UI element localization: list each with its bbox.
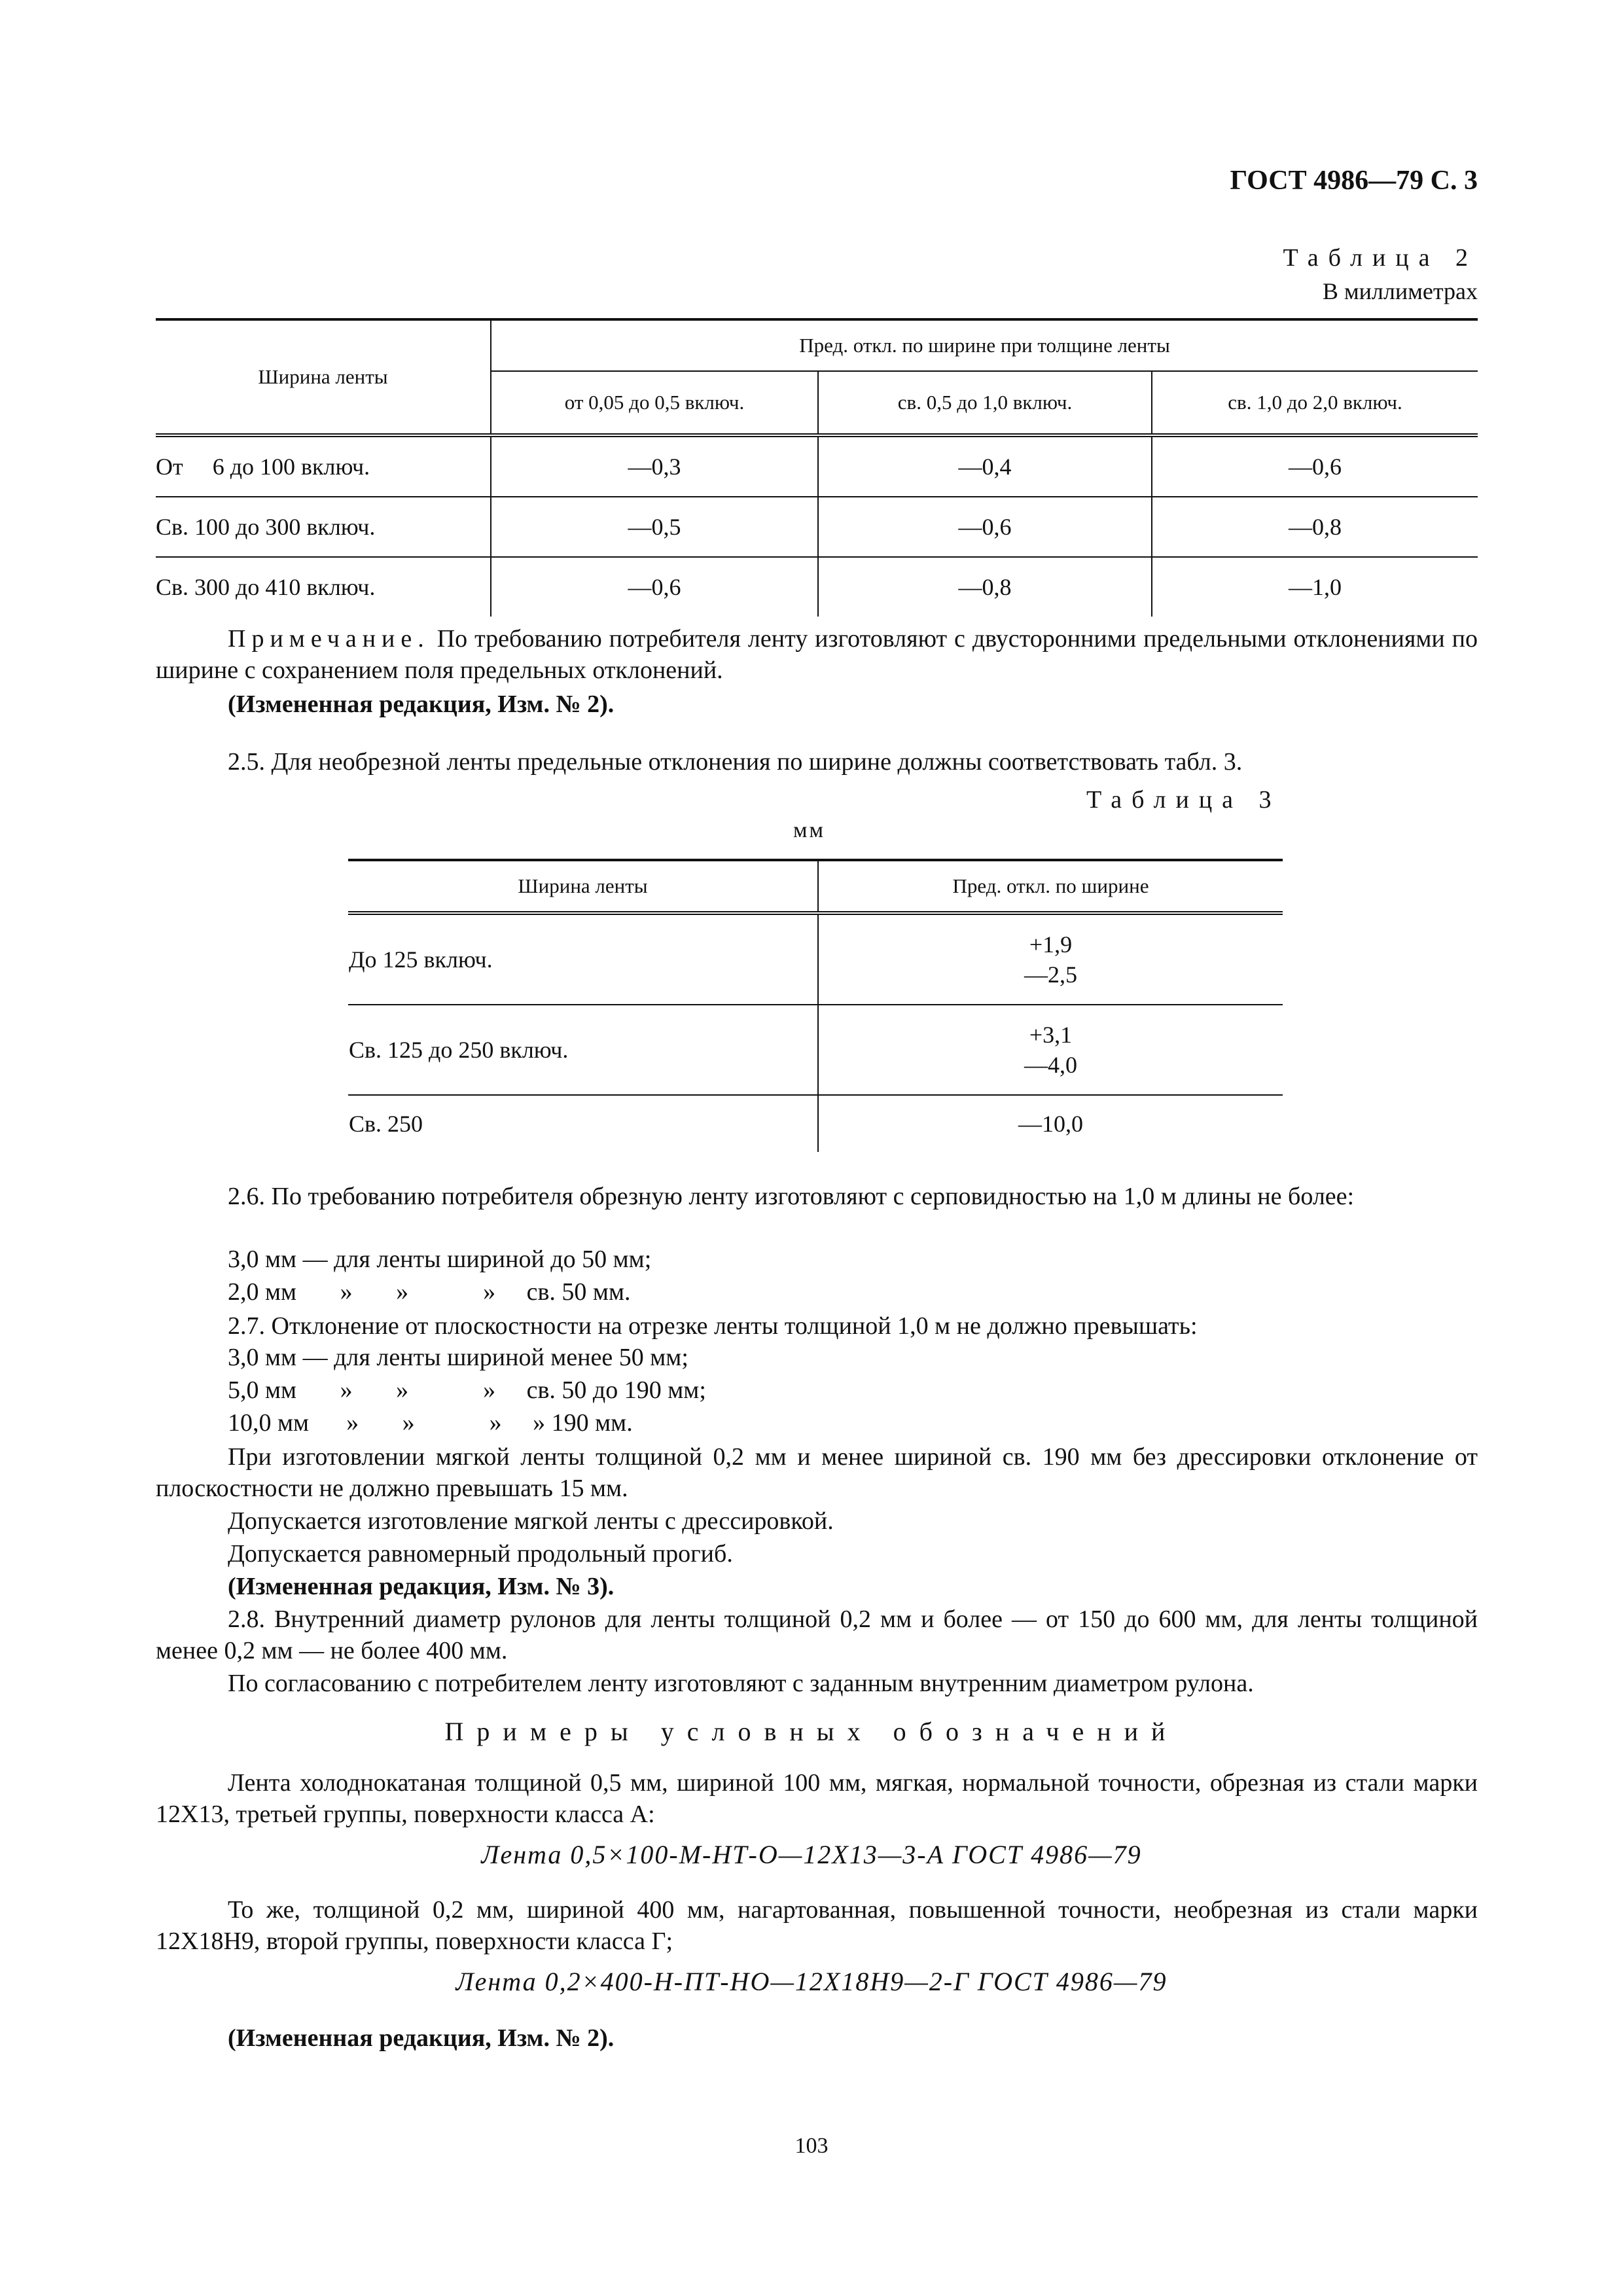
note-text: По требованию потребителя ленту изготовляют с двусторонними предельными отклонениями по ширине с сохранением поля предельных отклонений. xyxy=(156,625,1478,684)
table-cell: —1,0 xyxy=(1152,557,1478,617)
table3-header-width: Ширина ленты xyxy=(348,860,818,913)
clause-2-8: 2.8. Внутренний диаметр рулонов для ленты толщиной 0,2 мм и более — от 150 до 600 мм, для ленты толщиной менее 0,2 мм — не более 400 мм. xyxy=(156,1605,1478,1664)
clause-2-6-item: 3,0 мм — для ленты шириной до 50 мм; xyxy=(228,1246,652,1273)
amendment-note: (Измененная редакция, Изм. № 3). xyxy=(228,1573,615,1600)
table-cell: —0,6 xyxy=(1152,435,1478,497)
table-row xyxy=(156,497,1478,557)
clause-2-7-paragraph: Допускается изготовление мягкой ленты с дрессировкой. xyxy=(228,1507,834,1535)
table-cell: —0,8 xyxy=(1152,497,1478,557)
table-cell xyxy=(818,1005,1283,1095)
note-paragraph xyxy=(156,623,1478,686)
upper-deviation: +3,1 xyxy=(1029,1022,1073,1048)
designation-formula: Лента 0,5×100-М-НТ-О—12Х13—3-А ГОСТ 4986—79 xyxy=(481,1840,1142,1869)
table3-header-deviation: Пред. откл. по ширине xyxy=(818,860,1283,913)
amendment-note: (Измененная редакция, Изм. № 2). xyxy=(228,691,615,718)
clause-2-7-item: 3,0 мм — для ленты шириной менее 50 мм; xyxy=(228,1344,688,1371)
clause-2-6-item: 2,0 мм » » » св. 50 мм. xyxy=(228,1278,631,1306)
table2-subheader: св. 0,5 до 1,0 включ. xyxy=(818,371,1152,435)
table2-header-group: Пред. откл. по ширине при толщине ленты xyxy=(491,319,1478,371)
clause-2-7-item: 5,0 мм » » » св. 50 до 190 мм; xyxy=(228,1376,706,1404)
table-row xyxy=(348,913,1283,1005)
table3-unit: мм xyxy=(793,818,826,842)
examples-heading: Примеры условных обозначений xyxy=(444,1717,1179,1746)
table-cell: —0,5 xyxy=(491,497,818,557)
amendment-note: (Измененная редакция, Изм. № 2). xyxy=(228,2024,615,2052)
clause-2-8-paragraph: По согласованию с потребителем ленту изготовляют с заданным внутренним диаметром рулона. xyxy=(228,1670,1254,1697)
clause-2-7-item: 10,0 мм » » » » 190 мм. xyxy=(228,1409,633,1437)
table2-unit: В миллиметрах xyxy=(1322,278,1478,304)
page-number: 103 xyxy=(794,2134,829,2158)
row-label: Св. 300 до 410 включ. xyxy=(156,574,376,600)
table-cell: —0,3 xyxy=(491,435,818,497)
table-row xyxy=(348,1005,1283,1095)
clause-2-7: 2.7. Отклонение от плоскостности на отрезке ленты толщиной 1,0 м не должно превышать: xyxy=(228,1312,1198,1340)
table3-title: Таблица 3 xyxy=(1086,786,1281,814)
upper-deviation: +1,9 xyxy=(1029,931,1073,958)
clause-2-5: 2.5. Для необрезной ленты предельные отклонения по ширине должны соответствовать табл. 3. xyxy=(228,748,1243,776)
table-3 xyxy=(348,859,1283,1152)
table-row xyxy=(156,435,1478,497)
row-label: От 6 до 100 включ. xyxy=(156,435,491,497)
table-row xyxy=(348,1095,1283,1152)
table-cell: —0,4 xyxy=(818,435,1152,497)
clause-2-7-paragraph: Допускается равномерный продольный прогиб. xyxy=(228,1540,733,1568)
table-cell xyxy=(818,913,1283,1005)
row-label: Св. 125 до 250 включ. xyxy=(348,1005,818,1095)
table2-header-width: Ширина ленты xyxy=(156,319,491,435)
example-description: То же, толщиной 0,2 мм, шириной 400 мм, нагартованная, повышенной точности, необрезная из стали марки 12Х18Н9, второй группы, поверхности класса Г; xyxy=(156,1896,1478,1955)
table-cell xyxy=(818,1095,1283,1152)
table2-subheader: св. 1,0 до 2,0 включ. xyxy=(1152,371,1478,435)
clause-2-6: 2.6. По требованию потребителя обрезную ленту изготовляют с серповидностью на 1,0 м длины не более: xyxy=(228,1183,1355,1210)
table-cell: —0,6 xyxy=(818,497,1152,557)
deviation-value: —10,0 xyxy=(1018,1111,1083,1137)
clause-2-7-paragraph: При изготовлении мягкой ленты толщиной 0,2 мм и менее шириной св. 190 мм без дрессировки отклонение от плоскостности не должно превышать 15 мм. xyxy=(156,1443,1478,1502)
table2-subheader: от 0,05 до 0,5 включ. xyxy=(491,371,818,435)
table2-title: Таблица 2 xyxy=(1283,244,1478,272)
lower-deviation: —4,0 xyxy=(1024,1052,1077,1078)
table-cell: —0,8 xyxy=(818,557,1152,617)
lower-deviation: —2,5 xyxy=(1024,961,1077,988)
note-label: Примечание. xyxy=(228,625,430,653)
table-cell: —0,6 xyxy=(491,557,818,617)
running-header: ГОСТ 4986—79 С. 3 xyxy=(1230,166,1478,196)
example-description: Лента холоднокатаная толщиной 0,5 мм, шириной 100 мм, мягкая, нормальной точности, обрезная из стали марки 12Х13, третьей группы, поверхности класса А: xyxy=(156,1769,1478,1828)
designation-formula: Лента 0,2×400-Н-ПТ-НО—12Х18Н9—2-Г ГОСТ 4986—79 xyxy=(455,1967,1168,1996)
row-label: Св. 100 до 300 включ. xyxy=(156,497,491,557)
table-row xyxy=(156,557,1478,617)
table-2 xyxy=(156,318,1478,617)
row-label: До 125 включ. xyxy=(348,913,818,1005)
row-label: Св. 250 xyxy=(349,1111,423,1137)
